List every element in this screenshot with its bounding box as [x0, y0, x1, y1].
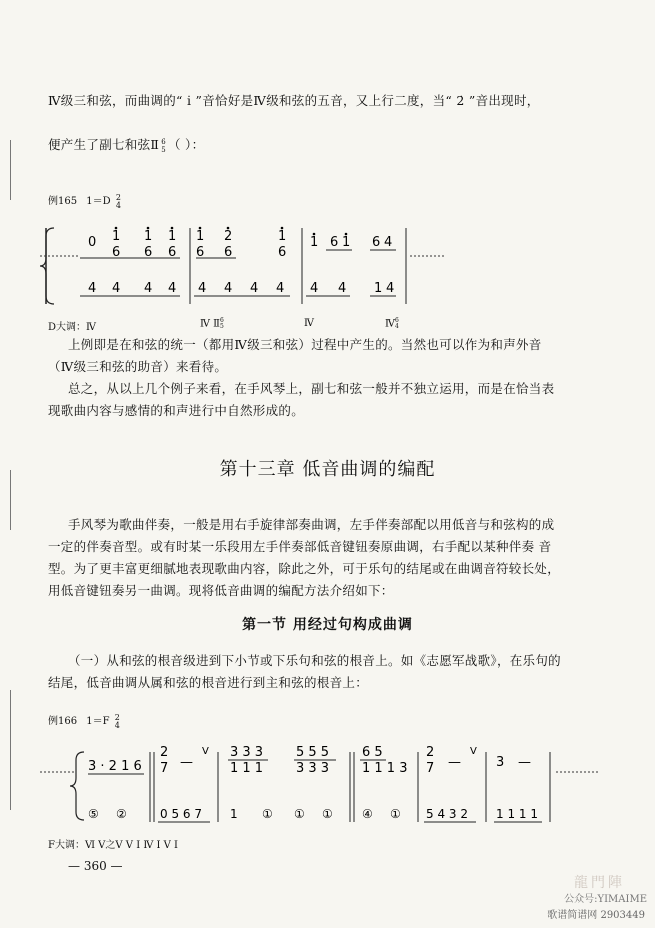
- button-mark: ①: [322, 807, 333, 821]
- note: 7: [426, 761, 435, 776]
- button-mark: ①: [262, 807, 273, 821]
- bellows-mark: V: [202, 746, 209, 757]
- bass-note: 4: [168, 281, 177, 296]
- para5-line1: （一）从和弦的根音级进到下小节或下乐句和弦的根音上。如《志愿军战歌》，在乐句的: [68, 653, 561, 668]
- notes: 6 5: [362, 745, 383, 760]
- example-166-label: [48, 712, 120, 730]
- note: 4: [384, 235, 393, 250]
- bass-note: 1: [374, 281, 383, 296]
- notes: 1 1 1 3: [362, 761, 408, 776]
- para2-line2: （Ⅳ级三和弦的助音）来看待。: [48, 359, 228, 374]
- octave-dot: [313, 233, 316, 236]
- bellows-mark: V: [470, 746, 477, 757]
- binding-edge-mark: [10, 690, 11, 810]
- meter-top: 2: [115, 192, 121, 202]
- bass-note: 4: [112, 281, 121, 296]
- para3-line1: 总之，从以上几个例子来看，在手风琴上，副七和弦一般并不独立运用，而是在恰当表: [68, 381, 555, 396]
- bass-note: 4: [88, 281, 97, 296]
- note: 6: [112, 245, 121, 260]
- note: 6: [330, 235, 339, 250]
- note: 6: [224, 245, 233, 260]
- meter-bottom: 4: [114, 720, 120, 730]
- notes: 1 1 1: [230, 761, 264, 776]
- octave-dot: [227, 227, 230, 230]
- note: 7: [160, 761, 169, 776]
- para2-line1: 上例即是在和弦的统一（都用Ⅳ级三和弦）过程中产生的。当然也可以作为和声外音: [68, 337, 542, 352]
- inversion-figure: 6 5: [161, 137, 166, 154]
- octave-dot: [147, 227, 150, 230]
- note: 1: [196, 229, 205, 244]
- note: 6: [372, 235, 381, 250]
- bass-notes: 0 5 6 7: [160, 807, 202, 821]
- button-mark: ①: [294, 807, 305, 821]
- para1-line2: [48, 134, 204, 156]
- meter-bottom: 4: [115, 200, 121, 210]
- notes: 3 3 3: [230, 745, 264, 760]
- ex165-harmony-2: [200, 318, 224, 330]
- notes: 5 5 5: [296, 745, 330, 760]
- ex165-harmony-3: Ⅳ: [304, 318, 314, 329]
- note: 2: [426, 745, 435, 760]
- page-number: — 360 —: [68, 859, 123, 873]
- harmony-text: Ⅳ Ⅱ: [200, 318, 220, 330]
- lower-voice: [88, 807, 542, 822]
- inversion-figure: 6 5: [219, 317, 224, 330]
- octave-dot: [171, 227, 174, 230]
- para1-line2-text: 便产生了副七和弦Ⅱ: [48, 137, 160, 152]
- note: 1: [144, 229, 153, 244]
- bass-note: 4: [198, 281, 207, 296]
- note: 1: [310, 235, 319, 250]
- note: 3: [496, 755, 505, 770]
- para4-line3: 型。为了更丰富更细腻地表现歌曲内容，除此之外，可于乐句的结尾或在曲调音符较长处，: [48, 561, 561, 576]
- upper-voice: [80, 227, 396, 260]
- button-mark: ①: [390, 807, 401, 821]
- bass-note: 4: [338, 281, 347, 296]
- note: 1: [168, 229, 177, 244]
- lower-voice: [80, 281, 396, 296]
- para1-line2-tail: （ ）：: [167, 137, 205, 152]
- dash: —: [518, 755, 531, 770]
- example-number: 例165: [48, 196, 78, 207]
- melody-notes: 3 · 2 1 6: [88, 759, 142, 774]
- watermark-logo: 龍門陣: [574, 875, 625, 891]
- dash: —: [448, 755, 461, 770]
- note: 6: [278, 245, 287, 260]
- bass-note: 4: [250, 281, 259, 296]
- note: 6: [144, 245, 153, 260]
- bass-note: 4: [310, 281, 319, 296]
- note: 1: [342, 235, 351, 250]
- meter-top: 2: [114, 712, 120, 722]
- note: 2: [224, 229, 233, 244]
- ex166-harmony: F大调：Ⅵ Ⅴ之Ⅴ Ⅴ Ⅰ Ⅳ Ⅰ Ⅴ Ⅰ: [48, 840, 178, 851]
- bass-note: 1: [230, 807, 238, 821]
- time-signature: [116, 194, 121, 210]
- chapter-title: 第十三章 低音曲调的编配: [219, 459, 436, 480]
- note: 6: [168, 245, 177, 260]
- time-signature: [115, 714, 120, 730]
- bass-note: 4: [144, 281, 153, 296]
- note: 6: [196, 245, 205, 260]
- bass-notes: 1 1 1 1: [496, 807, 538, 821]
- octave-dot: [281, 227, 284, 230]
- para4-line1: 手风琴为歌曲伴奏，一般是用右手旋律部奏曲调，左手伴奏部配以用低音与和弦构的成: [68, 517, 555, 532]
- note: 2: [160, 745, 169, 760]
- watermark-text-1: 公众号:YIMAIME: [564, 894, 647, 905]
- binding-edge-mark: [10, 140, 11, 200]
- note: 1: [278, 229, 287, 244]
- example-number: 例166: [48, 716, 78, 727]
- dash: —: [180, 755, 193, 770]
- watermark-text-2: 歌谱简谱网 2903449: [547, 910, 645, 921]
- para1-line1: Ⅳ级三和弦，而曲调的“ i̇ ”音恰好是Ⅳ级和弦的五音，又上行二度，当“ 2̇ ”音出现时，: [48, 93, 540, 108]
- bass-note: 4: [224, 281, 233, 296]
- note: 1: [112, 229, 121, 244]
- ex165-harmony-1: D大调：Ⅳ: [48, 322, 97, 333]
- example-166-score: [40, 732, 610, 832]
- octave-dot: [115, 227, 118, 230]
- button-mark: ⑤: [88, 807, 99, 821]
- notes: 3 3 3: [296, 761, 330, 776]
- para4-line2: 一定的伴奏音型。或有时某一乐段用左手伴奏部低音键钮奏原曲调，右手配以某种伴奏 音: [48, 539, 552, 554]
- octave-dot: [199, 227, 202, 230]
- button-mark: ②: [116, 807, 127, 821]
- harmony-text: Ⅳ: [385, 318, 395, 330]
- para3-line2: 现歌曲内容与感情的和声进行中自然形成的。: [48, 403, 305, 418]
- inversion-figure: 6 4: [395, 317, 399, 330]
- ex165-harmony-4: [385, 318, 399, 330]
- octave-dot: [345, 233, 348, 236]
- key-signature: 1＝D: [86, 196, 111, 207]
- example-165-label: [48, 192, 121, 210]
- section-title: 第一节 用经过句构成曲调: [242, 617, 413, 633]
- bass-note: 4: [386, 281, 395, 296]
- button-mark: ④: [362, 807, 373, 821]
- key-signature: 1＝F: [86, 716, 110, 727]
- para4-line4: 用低音键钮奏另一曲调。现将低音曲调的编配方法介绍如下：: [48, 583, 394, 598]
- note: 0: [88, 235, 97, 250]
- brace-curve: [40, 228, 54, 304]
- example-165-score: [40, 210, 450, 310]
- bass-note: 4: [276, 281, 285, 296]
- brace-curve: [70, 752, 84, 820]
- bass-notes: 5 4 3 2: [426, 807, 468, 821]
- para5-line2: 结尾，低音曲调从属和弦的根音进行到主和弦的根音上：: [48, 675, 369, 690]
